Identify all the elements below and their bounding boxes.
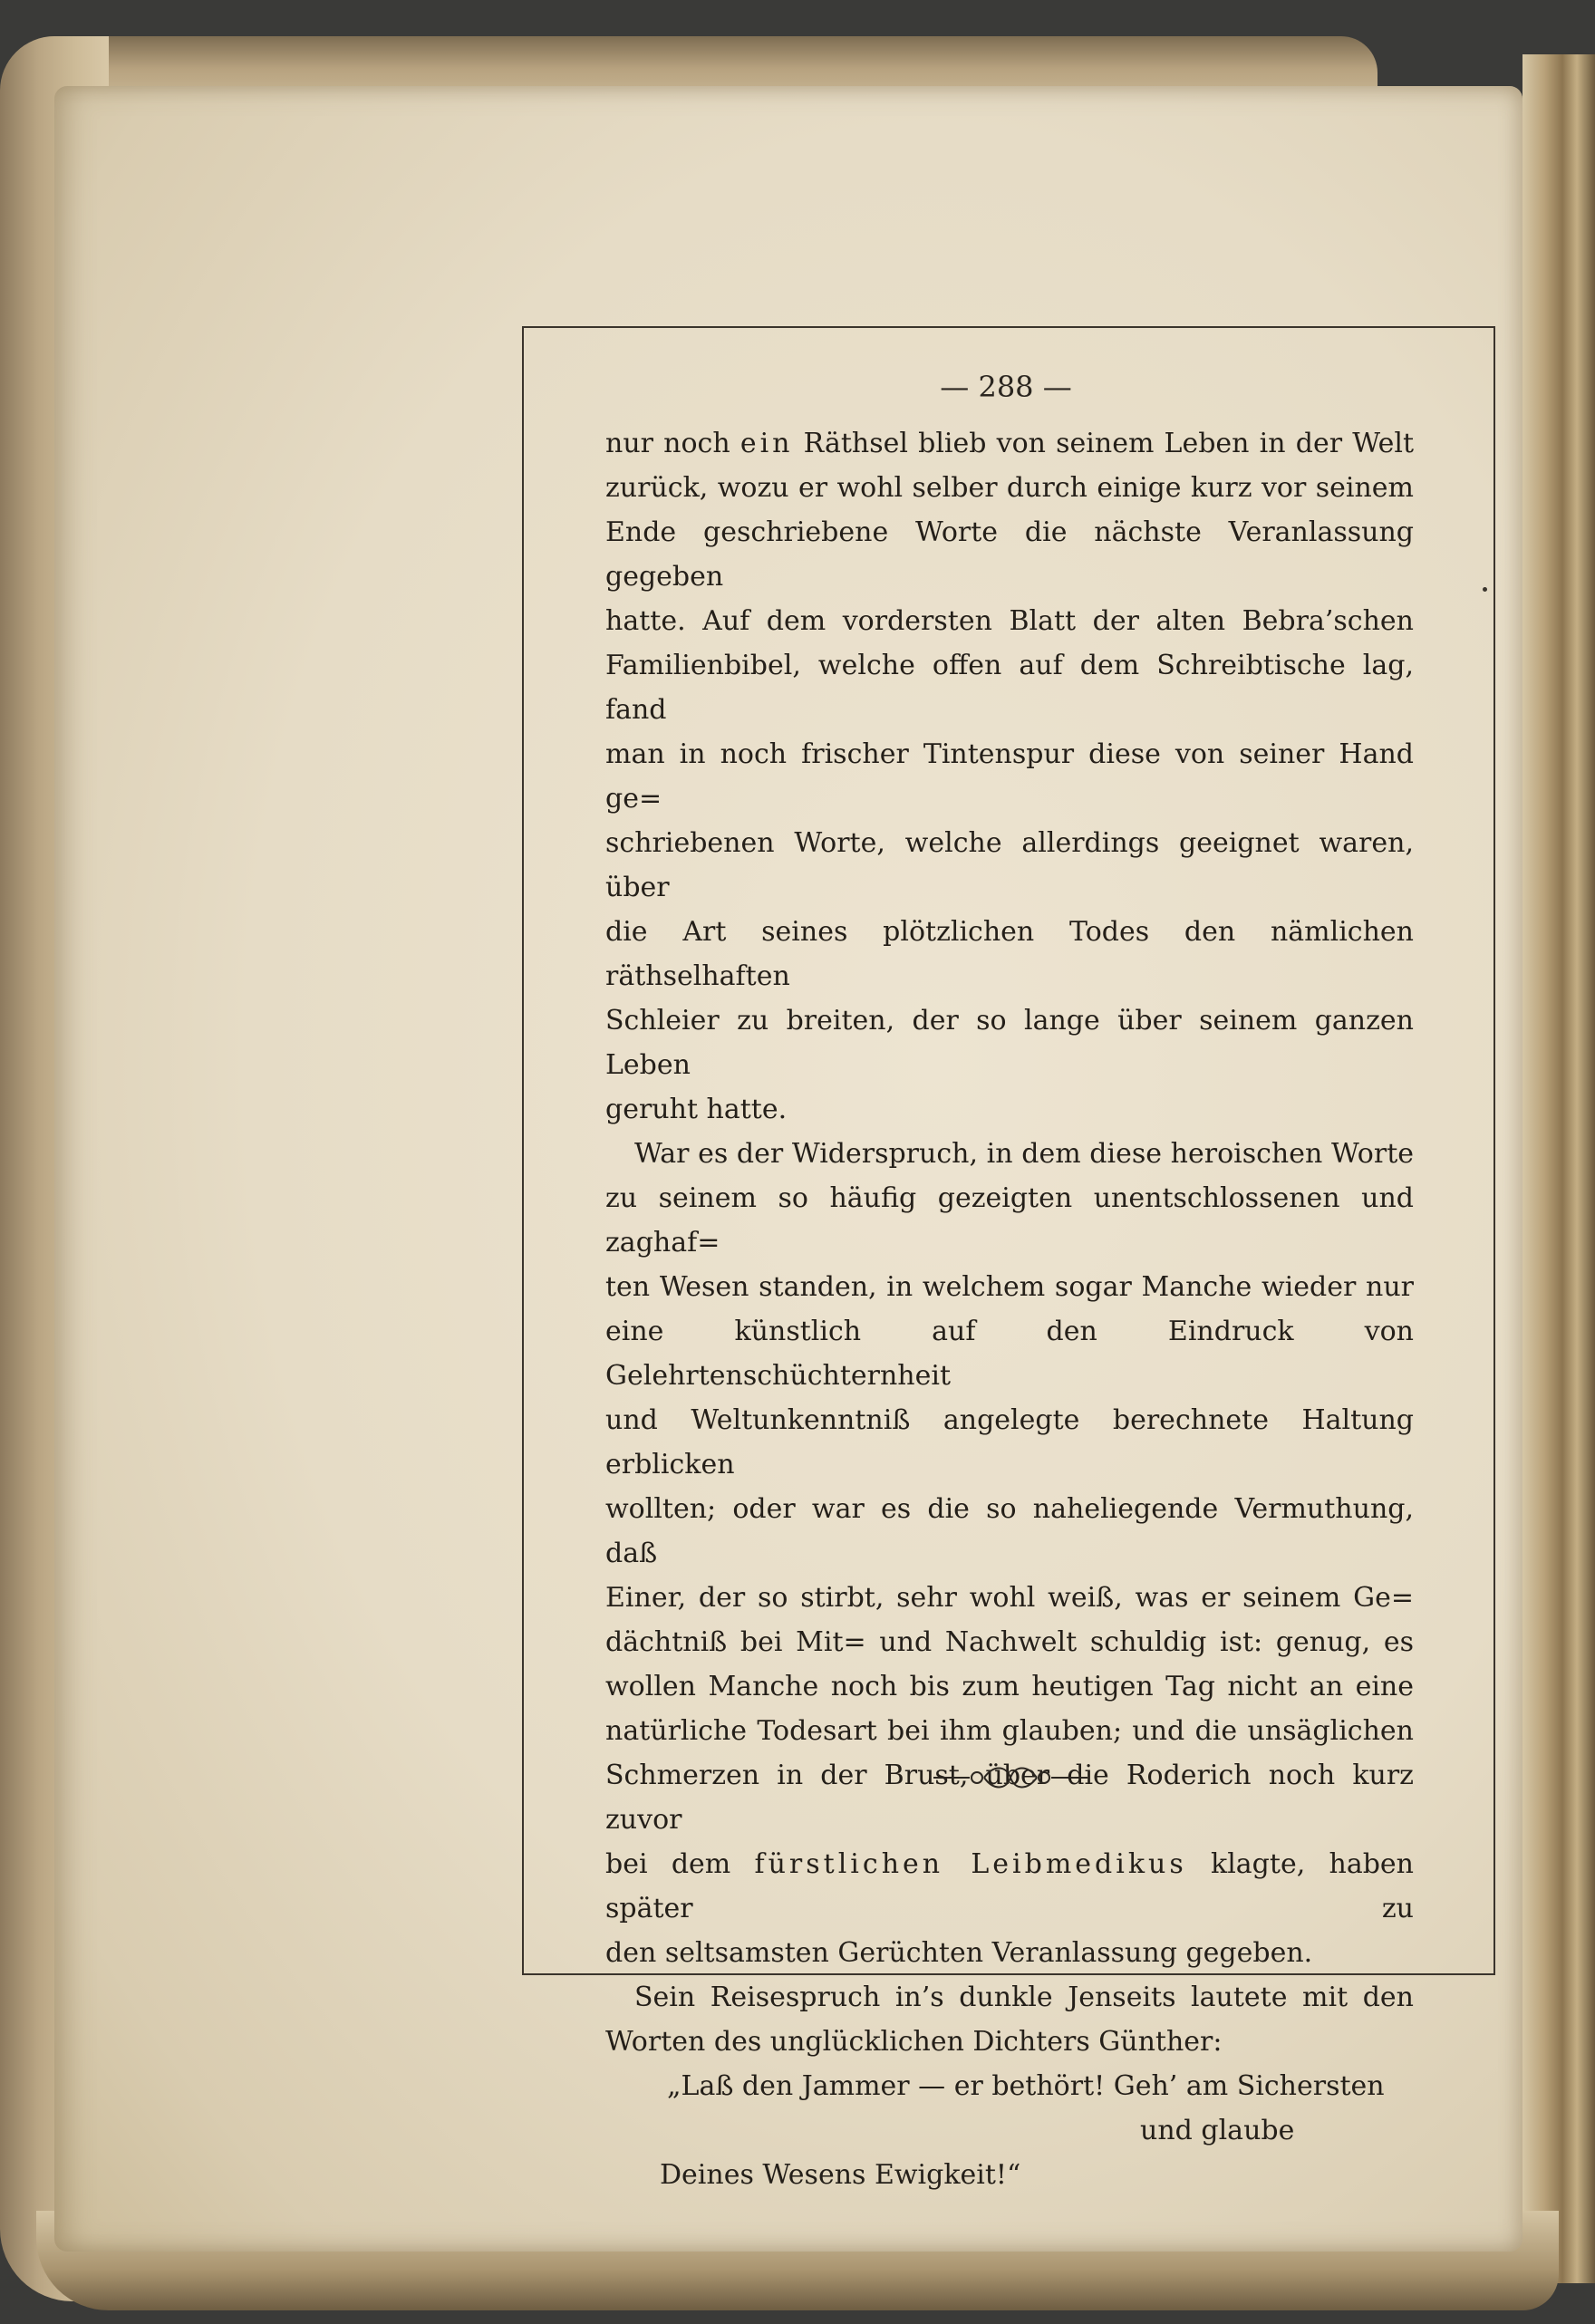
text-line: War es der Widerspruch, in dem diese heroischen Worte bbox=[634, 1138, 1414, 1170]
text-line: geruht hatte. bbox=[605, 1094, 788, 1125]
margin-dot bbox=[1483, 587, 1487, 592]
text-line: man in noch frischer Tintenspur diese von seiner Hand ge= bbox=[605, 738, 1414, 815]
text-line: nur noch ein Räthsel blieb von seinem Leben in der Welt bbox=[605, 428, 1415, 459]
text-line: natürliche Todesart bei ihm glauben; und die unsäglichen bbox=[605, 1715, 1414, 1747]
page-number: — 288 — bbox=[940, 370, 1072, 404]
text-line: Familienbibel, welche offen auf dem Schreibtische lag, fand bbox=[605, 650, 1414, 726]
paragraph-2 bbox=[605, 1132, 1414, 1975]
text-line: eine künstlich auf den Eindruck von Gelehrtenschüchternheit bbox=[605, 1316, 1414, 1392]
text-line: und Weltunkenntniß angelegte berechnete Haltung erblicken bbox=[605, 1404, 1414, 1480]
text-line: die Art seines plötzlichen Todes den nämlichen räthselhaften bbox=[605, 916, 1414, 992]
verse-quote bbox=[605, 2064, 1414, 2198]
text-line: ten Wesen standen, in welchem sogar Manche wieder nur bbox=[605, 1271, 1414, 1303]
text-line: hatte. Auf dem vordersten Blatt der alten Bebra’schen bbox=[605, 605, 1414, 637]
text-line: Einer, der so stirbt, sehr wohl weiß, was er seinem Ge= bbox=[605, 1582, 1414, 1614]
book-right-edge bbox=[1522, 54, 1595, 2283]
text-line: bei dem fürstlichen Leibmedikus klagte, haben später zu bbox=[605, 1848, 1414, 1924]
text-line: zu seinem so häufig gezeigten unentschlossenen und zaghaf= bbox=[605, 1182, 1414, 1258]
text-line: Schmerzen in der Brust, über die Roderich noch kurz zuvor bbox=[605, 1760, 1414, 1836]
text-line: den seltsamsten Gerüchten Veranlassung gegeben. bbox=[605, 1937, 1313, 1969]
text-block bbox=[605, 421, 1414, 2198]
emphasis-text: fürstlichen Leibmedikus bbox=[754, 1848, 1187, 1880]
verse-line-3: Deines Wesens Ewigkeit!“ bbox=[660, 2159, 1021, 2191]
text-line: Sein Reisespruch in’s dunkle Jenseits lautete mit den bbox=[634, 1982, 1414, 2013]
text-line: wollten; oder war es die so naheliegende Vermuthung, daß bbox=[605, 1493, 1414, 1569]
paragraph-1 bbox=[605, 421, 1414, 1132]
text-line: schriebenen Worte, welche allerdings geeignet waren, über bbox=[605, 827, 1414, 903]
text-line: Worten des unglücklichen Dichters Günther: bbox=[605, 2026, 1223, 2058]
text-line: wollen Manche noch bis zum heutigen Tag nicht an eine bbox=[605, 1671, 1414, 1702]
text-line: dächtniß bei Mit= und Nachwelt schuldig ist: genug, es bbox=[605, 1626, 1414, 1658]
paragraph-3 bbox=[605, 1975, 1414, 2064]
verse-line-2: und glaube bbox=[1140, 2115, 1295, 2146]
emphasis-text: ein bbox=[740, 428, 794, 459]
vine-flourish-icon bbox=[933, 1760, 1088, 1796]
text-line: Ende geschriebene Worte die nächste Veranlassung gegeben bbox=[605, 516, 1414, 593]
verse-line-1: „Laß den Jammer — er bethört! Geh’ am Sichersten bbox=[667, 2070, 1385, 2102]
text-line: Schleier zu breiten, der so lange über seinem ganzen Leben bbox=[605, 1005, 1414, 1081]
text-line: zurück, wozu er wohl selber durch einige kurz vor seinem bbox=[605, 472, 1414, 504]
